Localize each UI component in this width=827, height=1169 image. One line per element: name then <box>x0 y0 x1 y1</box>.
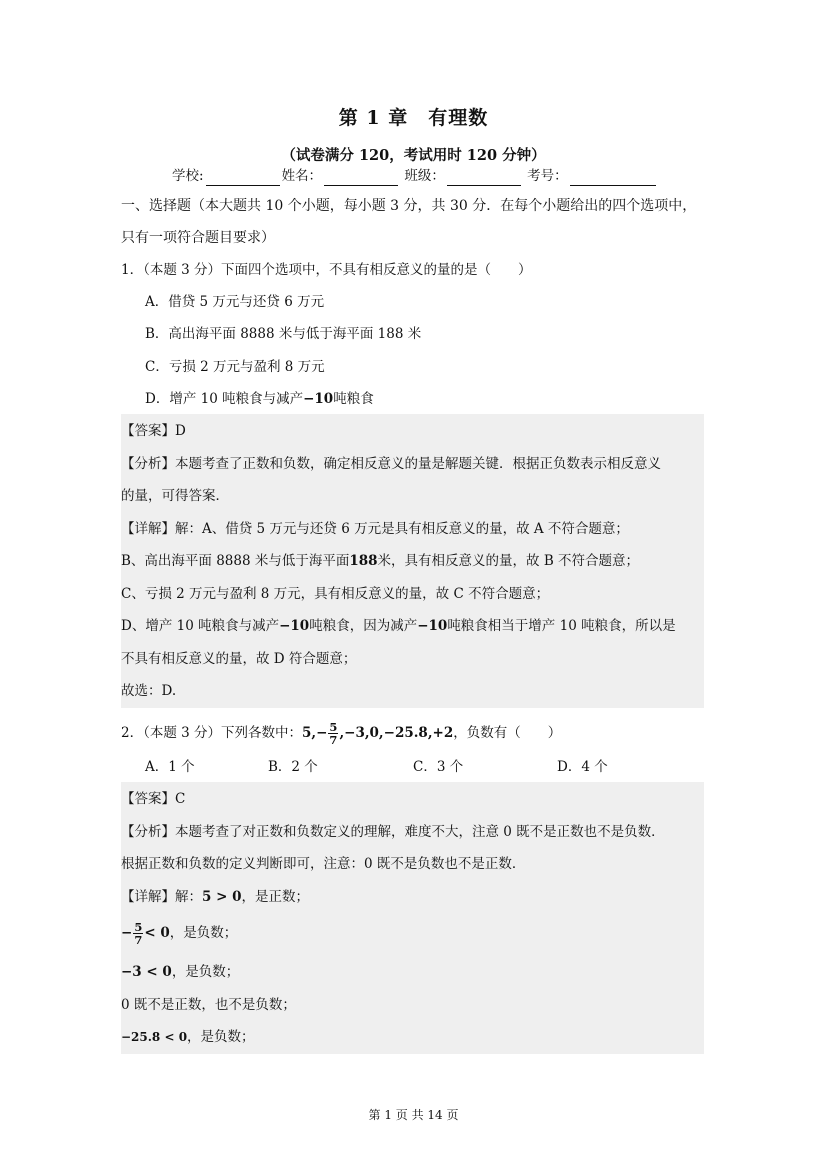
q2-answer: 【答案】C <box>121 791 186 807</box>
q1-detail-line4-text: D、增产 10 吨粮食与减产 <box>121 618 280 634</box>
q2-stem-fraction <box>328 721 338 746</box>
q2-stem-text: 2．（本题 3 分）下列各数中： <box>121 725 303 741</box>
q2-detail-line2 <box>121 918 237 948</box>
q2-detail-line3-math: −3 < 0 <box>121 964 172 980</box>
q2-detail-line1-math: 5 > 0 <box>202 889 242 905</box>
q2-detail-line5-math: −25.8 < 0 <box>121 1030 188 1044</box>
q2-stem-math2: ,−3,0,−25.8,+2 <box>339 725 454 741</box>
school-label: 学校: <box>172 168 204 184</box>
page-subtitle: （试卷满分 120，考试用时 120 分钟） <box>281 147 546 164</box>
q2-option-d: D．4 个 <box>557 759 608 775</box>
q1-detail-line2 <box>121 551 639 571</box>
q1-option-c: C．亏损 2 万元与盈利 8 万元 <box>145 359 325 375</box>
q1-detail-line4-text2: 吨粮食，因为减产 <box>309 618 418 634</box>
q2-analysis-line1: 【分析】本题考查了对正数和负数定义的理解，难度不大，注意 0 既不是正数也不是负数． <box>121 824 665 840</box>
q2-detail-line2-text: ，是负数； <box>169 925 238 941</box>
q1-detail-line2-math: 188 <box>349 553 378 569</box>
q2-detail-line3 <box>121 962 239 982</box>
page-footer: 第 1 页 共 14 页 <box>368 1108 459 1122</box>
q2-fraction-denominator: 7 <box>329 733 338 747</box>
section-heading-line2: 只有一项符合题目要求） <box>121 230 275 246</box>
q1-option-b: B．高出海平面 8888 米与低于海平面 188 米 <box>145 326 422 342</box>
q1-option-a: A．借贷 5 万元与还贷 6 万元 <box>145 294 325 310</box>
q2-detail-line2-minus: − <box>121 925 133 941</box>
q1-option-d-text: D．增产 10 吨粮食与减产 <box>145 391 304 407</box>
q1-detail-line3: C、亏损 2 万元与盈利 8 万元，具有相反意义的量，故 C 不符合题意； <box>121 586 550 602</box>
number-label: 考号： <box>527 168 568 184</box>
q1-detail-line4-math1: −10 <box>279 618 310 634</box>
q2-detail-line4: 0 既不是正数，也不是负数； <box>121 997 296 1013</box>
q2-detail-line3-text: ，是负数； <box>171 964 240 980</box>
q2-detail-line1 <box>121 887 309 907</box>
q2-option-a: A．1 个 <box>145 759 195 775</box>
page-title: 第 1 章 有理数 <box>338 107 489 129</box>
q1-detail-line2-text2: 米，具有相反意义的量，故 B 不符合题意； <box>377 553 640 569</box>
q1-answer: 【答案】D <box>121 423 186 439</box>
q2-stem <box>121 716 561 750</box>
q1-stem: 1．（本题 3 分）下面四个选项中，不具有相反意义的量的是（ ） <box>121 262 532 278</box>
q2-detail-line5-text: ，是负数； <box>187 1029 255 1045</box>
q1-conclusion: 故选：D. <box>121 683 177 699</box>
q2-fraction-numerator: 5 <box>329 720 338 734</box>
q1-analysis-line1: 【分析】本题考查了正数和负数，确定相反意义的量是解题关键．根据正负数表示相反意义 <box>121 456 661 472</box>
q1-detail-line4-text3: 吨粮食相当于增产 10 吨粮食，所以是 <box>447 618 676 634</box>
q2-analysis-line2: 根据正数和负数的定义判断即可，注意：0 既不是负数也不是正数． <box>121 856 526 872</box>
q1-detail-line2-text: B、高出海平面 8888 米与低于海平面 <box>121 553 350 569</box>
q1-option-d-math: −10 <box>303 391 334 407</box>
q2-option-c: C．3 个 <box>413 759 464 775</box>
q2-detail-fraction-numerator: 5 <box>134 920 143 934</box>
student-info-line <box>172 166 658 186</box>
class-label: 班级： <box>404 168 445 184</box>
q2-detail-line2-math: < 0 <box>144 925 170 941</box>
q2-stem-math1: 5,− <box>302 725 328 741</box>
q2-detail-line2-fraction <box>133 921 143 946</box>
q2-detail-line1-text2: ，是正数； <box>241 889 309 905</box>
q1-detail-line5: 不具有相反意义的量，故 D 符合题意； <box>121 651 357 667</box>
q2-detail-line5 <box>121 1027 255 1047</box>
class-field[interactable] <box>447 171 521 186</box>
q1-detail-line4 <box>121 616 676 636</box>
number-field[interactable] <box>570 171 656 186</box>
q1-option-d <box>145 389 374 409</box>
q2-option-b: B．2 个 <box>268 759 318 775</box>
school-field[interactable] <box>206 171 280 186</box>
q1-option-d-text2: 吨粮食 <box>333 391 374 407</box>
q2-detail-line1-text: 【详解】解： <box>121 889 202 905</box>
name-label: 姓名： <box>281 168 323 184</box>
q1-detail-line4-math2: −10 <box>417 618 448 634</box>
q2-detail-fraction-denominator: 7 <box>134 933 143 947</box>
q2-stem-text2: ，负数有（ ） <box>453 725 562 741</box>
section-heading-line1: 一、选择题（本大题共 10 个小题，每小题 3 分，共 30 分．在每个小题给出的四个选项中， <box>121 198 697 214</box>
name-field[interactable] <box>324 171 398 186</box>
q1-analysis-line2: 的量，可得答案． <box>121 488 229 504</box>
q1-detail-line1: 【详解】解：A、借贷 5 万元与还贷 6 万元是具有相反意义的量，故 A 不符合题意； <box>121 521 629 537</box>
